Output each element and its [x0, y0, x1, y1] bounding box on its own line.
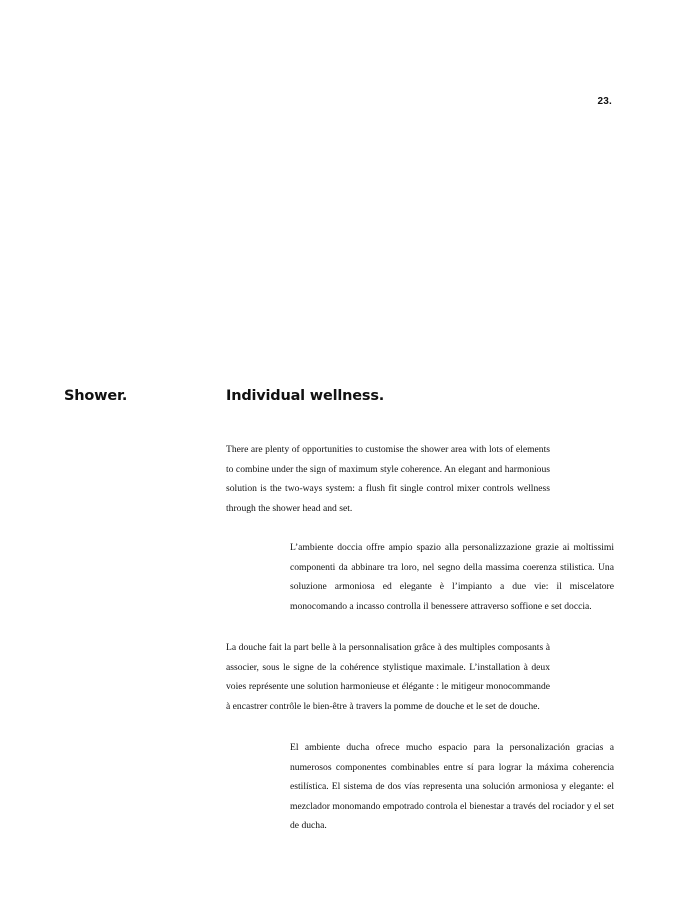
- paragraph-spanish: El ambiente ducha ofrece mucho espacio para la personalización gracias a numerosos componentes combinables entre sí para lograr la máxima coherencia estilística. El sistema de dos vías representa una solución armoniosa y elegante: el mezclador monomando empotrado controla el bienestar a través del rociador y el set de ducha.: [290, 742, 614, 831]
- page-heading: Individual wellness.: [226, 388, 385, 404]
- paragraph-english: There are plenty of opportunities to customise the shower area with lots of elements to combine under the sign of maximum style coherence. An elegant and harmonious solution is the two-ways system: a flush fit single control mixer controls wellness through the shower head and set.: [226, 444, 550, 514]
- paragraph-french: La douche fait la part belle à la personnalisation grâce à des multiples composants à associer, sous le signe de la cohérence stylistique maximale. L’installation à deux voies représente une solution harmonieuse et élégante : le mitigeur monocommande à encastrer contrôle le bien-être à travers la pomme de douche et le set de douche.: [226, 642, 550, 712]
- paragraph-italian: L’ambiente doccia offre ampio spazio alla personalizzazione grazie ai moltissimi componenti da abbinare tra loro, nel segno della massima coerenza stilistica. Una soluzione armoniosa ed elegante è l’impianto a due vie: il miscelatore monocomando a incasso controlla il benessere attraverso soffione e set doccia.: [290, 542, 614, 612]
- page-number: 23.: [597, 96, 612, 107]
- section-label: Shower.: [64, 388, 128, 404]
